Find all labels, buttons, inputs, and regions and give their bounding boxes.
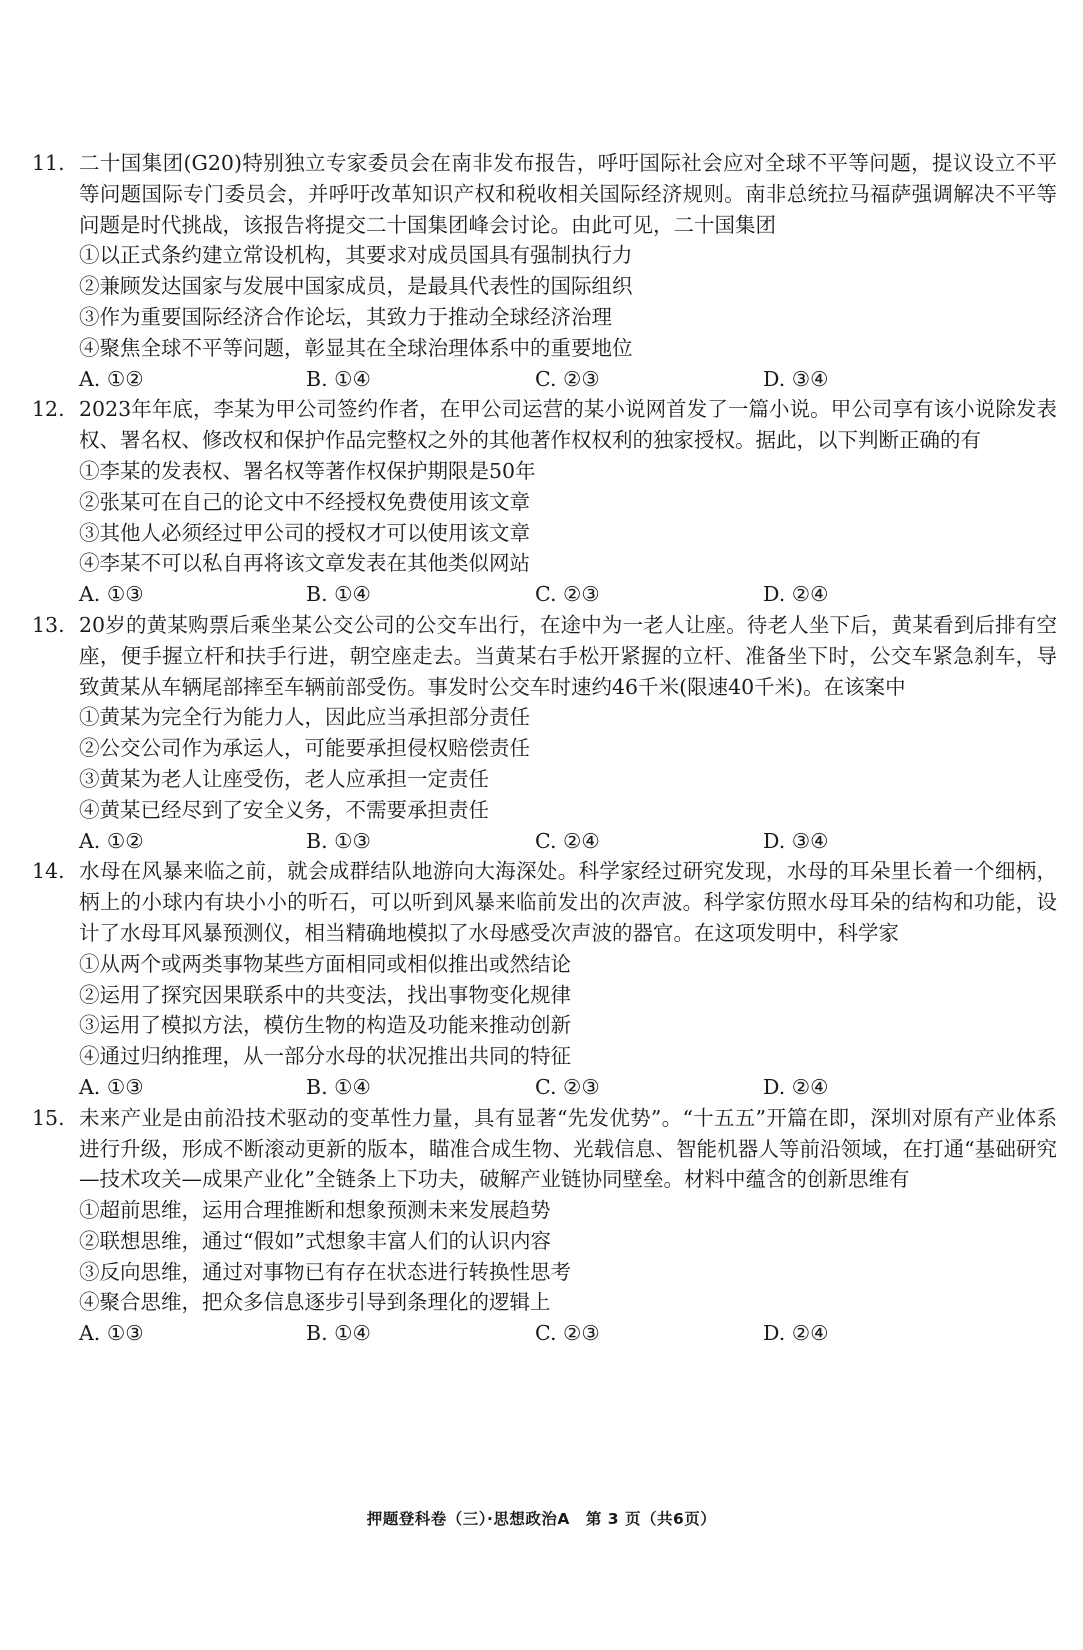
- statement-4: ④黄某已经尽到了安全义务，不需要承担责任: [79, 797, 489, 822]
- choice-b[interactable]: B. ①④: [306, 1321, 371, 1346]
- statement-4: ④李某不可以私自再将该文章发表在其他类似网站: [79, 551, 530, 576]
- statement-3: ③作为重要国际经济合作论坛，其致力于推动全球经济治理: [79, 304, 612, 329]
- statement-3: ③其他人必须经过甲公司的授权才可以使用该文章: [79, 520, 530, 545]
- choice-d[interactable]: D. ②④: [763, 1321, 829, 1346]
- statement-3: ③运用了模拟方法，模仿生物的构造及功能来推动创新: [79, 1013, 571, 1038]
- choice-a[interactable]: A. ①③: [79, 1074, 144, 1099]
- choice-c[interactable]: C. ②③: [535, 1321, 600, 1346]
- page-footer: 押题登科卷（三）·思想政治A 第 3 页（共6页）: [366, 1510, 717, 1528]
- statement-1: ①以正式条约建立常设机构，其要求对成员国具有强制执行力: [79, 243, 633, 268]
- choice-d[interactable]: D. ③④: [763, 828, 829, 853]
- question-15: [32, 1103, 1057, 1349]
- statement-list: [79, 1195, 1057, 1318]
- statement-1: ①李某的发表权、署名权等著作权保护期限是50年: [79, 458, 536, 483]
- question-number: 11.: [32, 151, 65, 175]
- statement-4: ④通过归纳推理，从一部分水母的状况推出共同的特征: [79, 1044, 571, 1069]
- answer-choices: [79, 1072, 1057, 1103]
- question-13: [32, 610, 1057, 856]
- question-number: 14.: [32, 859, 65, 884]
- question-12: [32, 394, 1057, 610]
- statement-1: ①超前思维，运用合理推断和想象预测未来发展趋势: [79, 1198, 551, 1223]
- question-stem: 2023年年底，李某为甲公司签约作者，在甲公司运营的某小说网首发了一篇小说。甲公司享有该小说除发表权、署名权、修改权和保护作品完整权之外的其他著作权权利的独家授权。据此，以下判断正确的有: [79, 397, 1057, 453]
- answer-choices: [79, 364, 1057, 395]
- question-stem: 水母在风暴来临之前，就会成群结队地游向大海深处。科学家经过研究发现，水母的耳朵里长着一个细柄，柄上的小球内有块小小的听石，可以听到风暴来临前发出的次声波。科学家仿照水母耳朵的结构和功能，设计了水母耳风暴预测仪，相当精确地模拟了水母感受次声波的器官。在这项发明中，科学家: [79, 859, 1057, 945]
- statement-list: [79, 456, 1057, 579]
- statement-list: [79, 240, 1057, 363]
- question-14: [32, 856, 1057, 1102]
- statement-4: ④聚合思维，把众多信息逐步引导到条理化的逻辑上: [79, 1290, 551, 1315]
- choice-d[interactable]: D. ②④: [763, 1074, 829, 1099]
- question-stem: 二十国集团(G20)特别独立专家委员会在南非发布报告，呼吁国际社会应对全球不平等问题，提议设立不平等问题国际专门委员会，并呼吁改革知识产权和税收相关国际经济规则。南非总统拉马福萨强调解决不平等问题是时代挑战，该报告将提交二十国集团峰会讨论。由此可见，二十国集团: [79, 151, 1057, 237]
- question-number: 15.: [32, 1105, 65, 1130]
- statement-3: ③黄某为老人让座受伤，老人应承担一定责任: [79, 766, 489, 791]
- choice-a[interactable]: A. ①②: [79, 366, 144, 391]
- statement-2: ②公交公司作为承运人，可能要承担侵权赔偿责任: [79, 736, 530, 761]
- choice-c[interactable]: C. ②③: [535, 1074, 600, 1099]
- choice-a[interactable]: A. ①③: [79, 1321, 144, 1346]
- statement-list: [79, 702, 1057, 825]
- choice-a[interactable]: A. ①③: [79, 582, 144, 607]
- choice-b[interactable]: B. ①④: [306, 366, 371, 391]
- answer-choices: [79, 1318, 1057, 1349]
- question-list: [32, 148, 1057, 1349]
- statement-1: ①黄某为完全行为能力人，因此应当承担部分责任: [79, 705, 530, 730]
- statement-2: ②兼顾发达国家与发展中国家成员，是最具代表性的国际组织: [79, 274, 633, 299]
- question-number: 13.: [32, 612, 65, 637]
- choice-b[interactable]: B. ①③: [306, 828, 371, 853]
- question-stem: 未来产业是由前沿技术驱动的变革性力量，具有显著“先发优势”。“十五五”开篇在即，深圳对原有产业体系进行升级，形成不断滚动更新的版本，瞄准合成生物、光载信息、智能机器人等前沿领域，在打通“基础研究—技术攻关—成果产业化”全链条上下功夫，破解产业链协同壁垒。材料中蕴含的创新思维有: [79, 1105, 1057, 1192]
- statement-list: [79, 949, 1057, 1072]
- statement-3: ③反向思维，通过对事物已有存在状态进行转换性思考: [79, 1259, 571, 1284]
- answer-choices: [79, 826, 1057, 857]
- statement-2: ②联想思维，通过“假如”式想象丰富人们的认识内容: [79, 1228, 551, 1253]
- question-number: 12.: [32, 397, 65, 422]
- statement-2: ②张某可在自己的论文中不经授权免费使用该文章: [79, 489, 530, 514]
- choice-d[interactable]: D. ③④: [763, 366, 829, 391]
- choice-a[interactable]: A. ①②: [79, 828, 144, 853]
- choice-c[interactable]: C. ②④: [535, 828, 600, 853]
- question-11: [32, 148, 1057, 394]
- choice-b[interactable]: B. ①④: [306, 582, 371, 607]
- choice-b[interactable]: B. ①④: [306, 1074, 371, 1099]
- choice-c[interactable]: C. ②③: [535, 582, 600, 607]
- choice-d[interactable]: D. ②④: [763, 582, 829, 607]
- choice-c[interactable]: C. ②③: [535, 366, 600, 391]
- statement-1: ①从两个或两类事物某些方面相同或相似推出或然结论: [79, 951, 571, 976]
- answer-choices: [79, 579, 1057, 610]
- statement-2: ②运用了探究因果联系中的共变法，找出事物变化规律: [79, 982, 571, 1007]
- question-stem: 20岁的黄某购票后乘坐某公交公司的公交车出行，在途中为一老人让座。待老人坐下后，黄某看到后排有空座，便手握立杆和扶手行进，朝空座走去。当黄某右手松开紧握的立杆、准备坐下时，公交车紧急刹车，导致黄某从车辆尾部摔至车辆前部受伤。事发时公交车时速约46千米(限速40千米)。在该案中: [79, 612, 1057, 699]
- statement-4: ④聚焦全球不平等问题，彰显其在全球治理体系中的重要地位: [79, 335, 633, 360]
